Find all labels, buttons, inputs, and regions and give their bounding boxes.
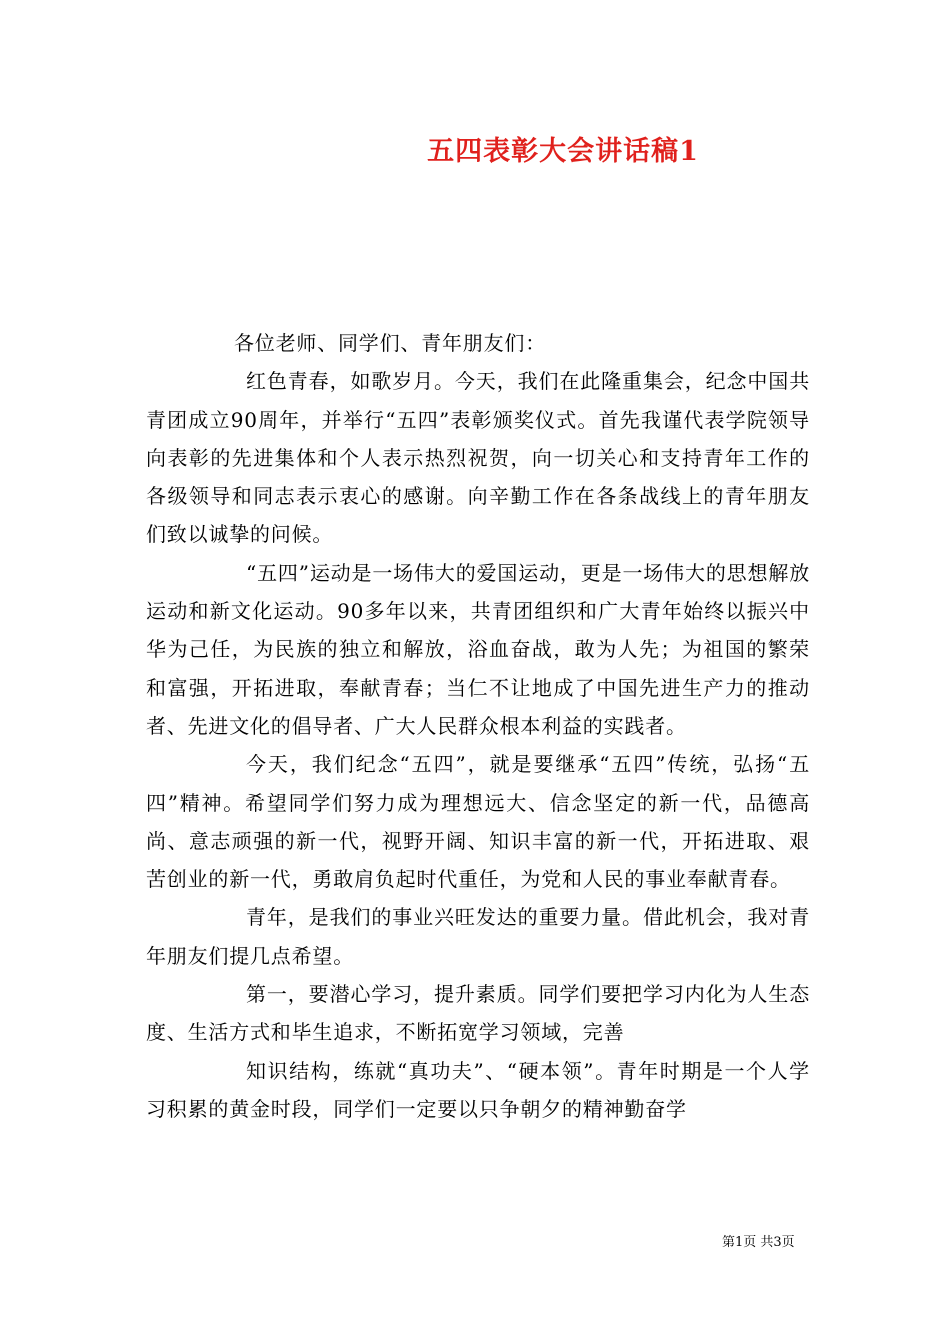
page-number-footer: 第1页 共3页 (722, 1235, 795, 1250)
paragraph-2: “五四”运动是一场伟大的爱国运动，更是一场伟大的思想解放运动和新文化运动。90多年以来，共青团组织和广大青年始终以振兴中华为己任，为民族的独立和解放，浴血奋战，敢为人先；为祖国的繁荣和富强，开拓进取，奉献青春；当仁不让地成了中国先进生产力的推动者、先进文化的倡导者、广大人民群众根本利益的实践者。 (146, 560, 810, 738)
paragraph-5: 第一，要潜心学习，提升素质。同学们要把学习内化为人生态度、生活方式和毕生追求，不断拓宽学习领域，完善 (146, 982, 810, 1045)
paragraph-3: 今天，我们纪念“五四”，就是要继承“五四”传统，弘扬“五四”精神。希望同学们努力成为理想远大、信念坚定的新一代，品德高尚、意志顽强的新一代，视野开阔、知识丰富的新一代，开拓进取、艰苦创业的新一代，勇敢肩负起时代重任，为党和人民的事业奉献青春。 (146, 752, 810, 892)
document-body (146, 324, 810, 1128)
document-title: 五四表彰大会讲话稿1 (427, 136, 699, 167)
paragraph-4: 青年，是我们的事业兴旺发达的重要力量。借此机会，我对青年朋友们提几点希望。 (146, 905, 810, 968)
paragraph-1: 红色青春，如歌岁月。今天，我们在此隆重集会，纪念中国共青团成立90周年，并举行“五四”表彰颁奖仪式。首先我谨代表学院领导向表彰的先进集体和个人表示热烈祝贺，向一切关心和支持青年工作的各级领导和同志表示衷心的感谢。向辛勤工作在各条战线上的青年朋友们致以诚挚的问候。 (146, 369, 810, 547)
paragraph-6: 知识结构，练就“真功夫”、“硬本领”。青年时期是一个人学习积累的黄金时段，同学们一定要以只争朝夕的精神勤奋学 (146, 1058, 810, 1121)
salutation-paragraph: 各位老师、同学们、青年朋友们： (234, 331, 546, 355)
